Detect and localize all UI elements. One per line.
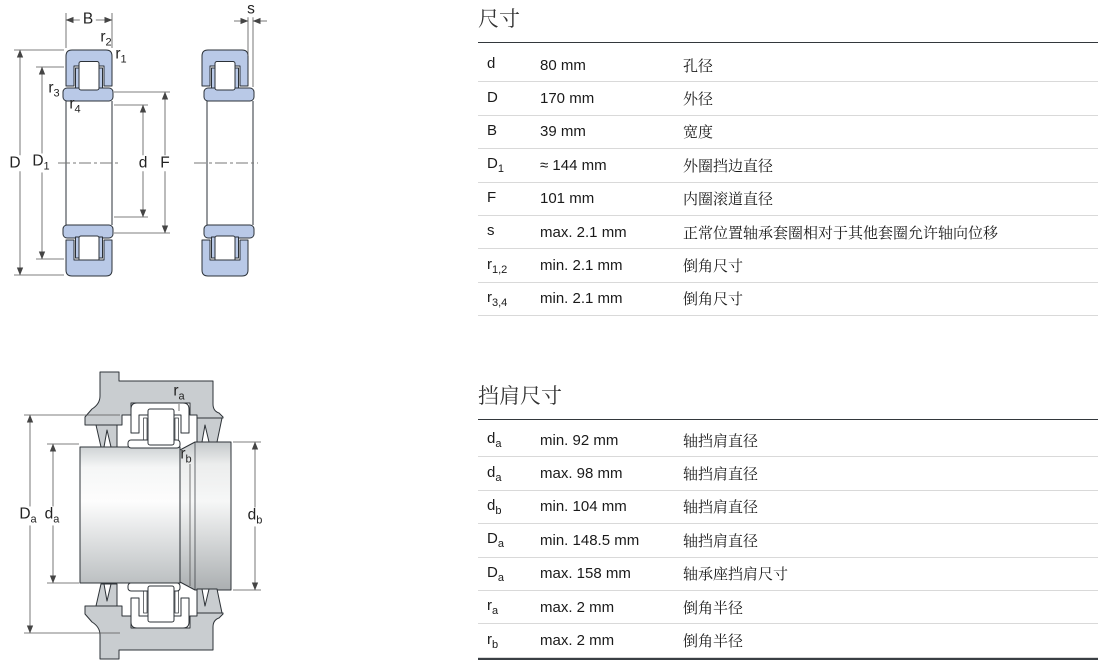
roller [148, 409, 174, 445]
dimension-value: min. 104 mm [540, 498, 627, 516]
dimension-symbol: $r_{1,2}$ [487, 255, 508, 276]
dim-label-db: $d_b$ [245, 507, 266, 526]
table-row [478, 82, 1098, 115]
dimension-value: max. 158 mm [540, 565, 631, 583]
dimension-description: 轴挡肩直径 [683, 432, 759, 450]
dimension-symbol: D [487, 88, 498, 106]
table-row [478, 524, 1098, 557]
dimension-symbol: $r_b$ [487, 630, 499, 651]
table-row [478, 149, 1098, 182]
dim-label-d: d [136, 155, 151, 171]
dimension-value: min. 148.5 mm [540, 531, 640, 549]
dimension-symbol: $d_a$ [487, 463, 502, 484]
dimension-symbol: $D_1$ [487, 155, 504, 176]
cage-bar [144, 418, 148, 441]
table-row [478, 457, 1098, 490]
abutment-dimensions-table [478, 377, 1098, 660]
cage-bar [144, 590, 148, 613]
roller [215, 62, 235, 91]
table-title: 尺寸 [478, 8, 520, 31]
dim-label-F: F [157, 155, 172, 171]
dimension-description: 孔径 [683, 57, 714, 75]
dimension-symbol: $D_a$ [487, 563, 504, 584]
dimension-value: 80 mm [540, 56, 586, 74]
cage-bar [76, 237, 80, 258]
shaft-step [180, 442, 231, 590]
cage-bar [212, 68, 216, 89]
dim-label-Da: $D_a$ [16, 506, 39, 525]
dimension-description: 轴承座挡肩尺寸 [683, 566, 789, 584]
dimension-symbol: $D_a$ [487, 530, 504, 551]
dimension-description: 倒角半径 [683, 599, 744, 617]
table-rows [478, 420, 1098, 658]
dimension-description: 倒角尺寸 [683, 291, 744, 309]
cage-bar [235, 68, 239, 89]
dimension-symbol: $d_a$ [487, 430, 502, 451]
dim-label-ra: $r_a$ [173, 382, 185, 403]
table-row [478, 591, 1098, 624]
dimension-symbol: $d_b$ [487, 496, 502, 517]
dim-label-r4: $r_4$ [69, 95, 81, 116]
table-row [478, 216, 1098, 249]
cage-bar [76, 68, 80, 89]
dimension-value: min. 2.1 mm [540, 257, 623, 275]
dimension-description: 宽度 [683, 124, 714, 142]
dimension-value: 39 mm [540, 123, 586, 141]
dimension-value: max. 2.1 mm [540, 223, 627, 241]
table-row [478, 558, 1098, 591]
dimensions-table [478, 0, 1098, 316]
table-row [478, 424, 1098, 457]
dimension-symbol: F [487, 188, 497, 206]
dimension-value: max. 2 mm [540, 632, 615, 650]
cage-bar [175, 590, 179, 613]
dim-label-da: $d_a$ [42, 506, 63, 525]
table-row [478, 491, 1098, 524]
dimension-description: 外径 [683, 91, 714, 109]
abutment-collar [197, 589, 222, 613]
cage-bar [235, 237, 239, 258]
dimension-description: 倒角半径 [683, 633, 744, 651]
roller [148, 586, 174, 622]
dimension-symbol: $r_{3,4}$ [487, 288, 508, 309]
dimension-symbol: d [487, 55, 496, 73]
table-row [478, 283, 1098, 316]
dimension-description: 内圈滚道直径 [683, 191, 774, 209]
dimension-value: 170 mm [540, 90, 595, 108]
table-row [478, 116, 1098, 149]
dimension-value: min. 2.1 mm [540, 290, 623, 308]
dimension-symbol: B [487, 121, 498, 139]
dim-label-B: B [80, 11, 96, 27]
dimension-value: 101 mm [540, 190, 595, 208]
bearing-cross-section-drawing [0, 0, 310, 340]
dim-label-s: s [244, 1, 258, 17]
cage-bar [99, 68, 103, 89]
cage-bar [212, 237, 216, 258]
abutment-collar [197, 418, 222, 442]
table-rows [478, 43, 1098, 316]
dim-label-r2: $r_2$ [100, 28, 112, 49]
table-title: 挡肩尺寸 [478, 385, 562, 408]
table-row [478, 49, 1098, 82]
dim-label-D: D [6, 155, 23, 171]
dimension-description: 轴挡肩直径 [683, 466, 759, 484]
dimension-value: ≈ 144 mm [540, 156, 607, 174]
dimension-value: min. 92 mm [540, 431, 619, 449]
dimension-value: max. 98 mm [540, 465, 623, 483]
cage-bar [175, 418, 179, 441]
next-section-rule [478, 658, 1098, 660]
dim-label-r1: $r_1$ [115, 45, 127, 66]
dimension-description: 轴挡肩直径 [683, 499, 759, 517]
cage-bar [99, 237, 103, 258]
shaft [80, 447, 180, 583]
mounting-svg [0, 360, 310, 660]
cross-section-svg [0, 0, 310, 340]
dimension-description: 正常位置轴承套圈相对于其他套圈允许轴向位移 [683, 224, 999, 242]
dimension-value: max. 2 mm [540, 598, 615, 616]
dim-label-rb: $r_b$ [180, 445, 192, 466]
bearing-mounting-abutment-drawing [0, 360, 310, 660]
dim-label-D1: $D_1$ [29, 153, 52, 172]
dimension-description: 外圈挡边直径 [683, 157, 774, 175]
dimension-symbol: s [487, 222, 495, 240]
roller [79, 62, 99, 91]
table-row [478, 624, 1098, 657]
dimension-symbol: $r_a$ [487, 597, 499, 618]
dimension-description: 倒角尺寸 [683, 258, 744, 276]
table-row [478, 249, 1098, 282]
dimension-description: 轴挡肩直径 [683, 532, 759, 550]
dim-label-r3: $r_3$ [48, 79, 60, 100]
table-row [478, 183, 1098, 216]
